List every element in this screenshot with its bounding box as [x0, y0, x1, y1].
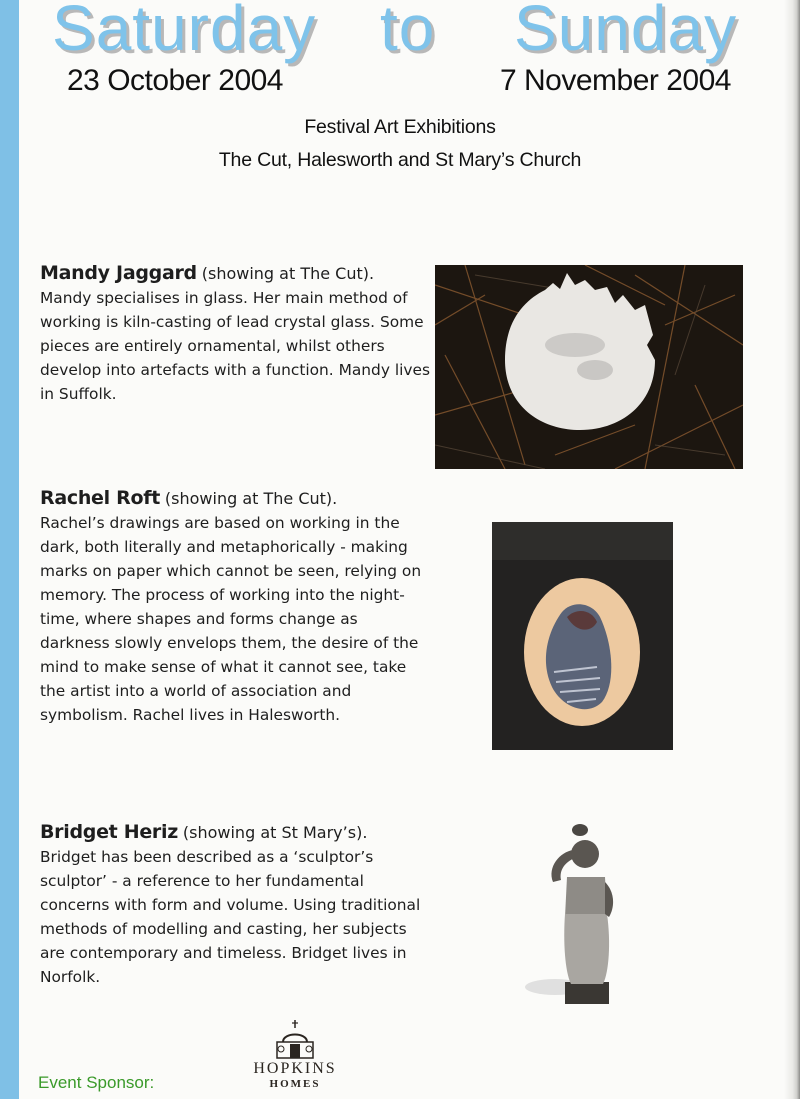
logo-text-homes: HOMES	[269, 1078, 321, 1090]
title-to: to	[380, 0, 436, 64]
venues-line: The Cut, Halesworth and St Mary’s Church	[218, 149, 582, 171]
dark-drawing-illustration	[492, 522, 673, 750]
artist-entry-mandy-jaggard	[40, 261, 430, 406]
artist-name: Bridget Heriz	[40, 821, 178, 843]
logo-text-hopkins: HOPKINS	[253, 1060, 337, 1077]
glass-bowl-illustration	[435, 265, 743, 469]
artist-venue: (showing at St Mary’s).	[182, 823, 368, 842]
hopkins-homes-logo	[240, 1020, 350, 1091]
sculpture-artwork-image	[525, 822, 625, 1007]
artist-entry-rachel-roft	[40, 486, 430, 727]
glass-artwork-image	[435, 265, 743, 469]
artist-bio: Bridget has been described as a ‘sculptor’s sculptor’ - a reference to her fundamental concerns with form and volume. Using traditional methods of modelling and casting, her subjects are contemporary and timeless. Bridget lives in Norfolk.	[40, 848, 421, 986]
artist-bio: Mandy specialises in glass. Her main method of working is kiln-casting of lead crystal glass. Some pieces are entirely ornamental, whilst others develop into artefacts with a function. Mandy lives in Suffolk.	[40, 289, 430, 403]
page-title	[52, 0, 772, 62]
subtitle: Festival Art Exhibitions	[304, 116, 496, 138]
artist-venue: (showing at The Cut).	[164, 489, 338, 508]
building-crest-icon	[273, 1020, 317, 1060]
end-date: 7 November 2004	[500, 64, 731, 97]
artist-name: Mandy Jaggard	[40, 262, 197, 284]
artist-venue: (showing at The Cut).	[201, 264, 375, 283]
title-sunday: Sunday	[514, 0, 738, 64]
artist-name: Rachel Roft	[40, 487, 160, 509]
artist-entry-bridget-heriz	[40, 820, 430, 989]
sculpture-illustration	[525, 822, 625, 1007]
title-saturday: Saturday	[52, 0, 317, 64]
start-date: 23 October 2004	[67, 64, 283, 97]
drawing-artwork-image	[492, 522, 673, 750]
sponsor-label: Event Sponsor:	[38, 1073, 155, 1092]
artist-bio: Rachel’s drawings are based on working in the dark, both literally and metaphorically - making marks on paper which cannot be seen, relying on memory. The process of working into the night-time, where shapes and forms change as darkness slowly envelops them, the desire of the mind to make sense of what it cannot see, take the artist into a world of association and symbolism. Rachel lives in Halesworth.	[40, 514, 422, 724]
